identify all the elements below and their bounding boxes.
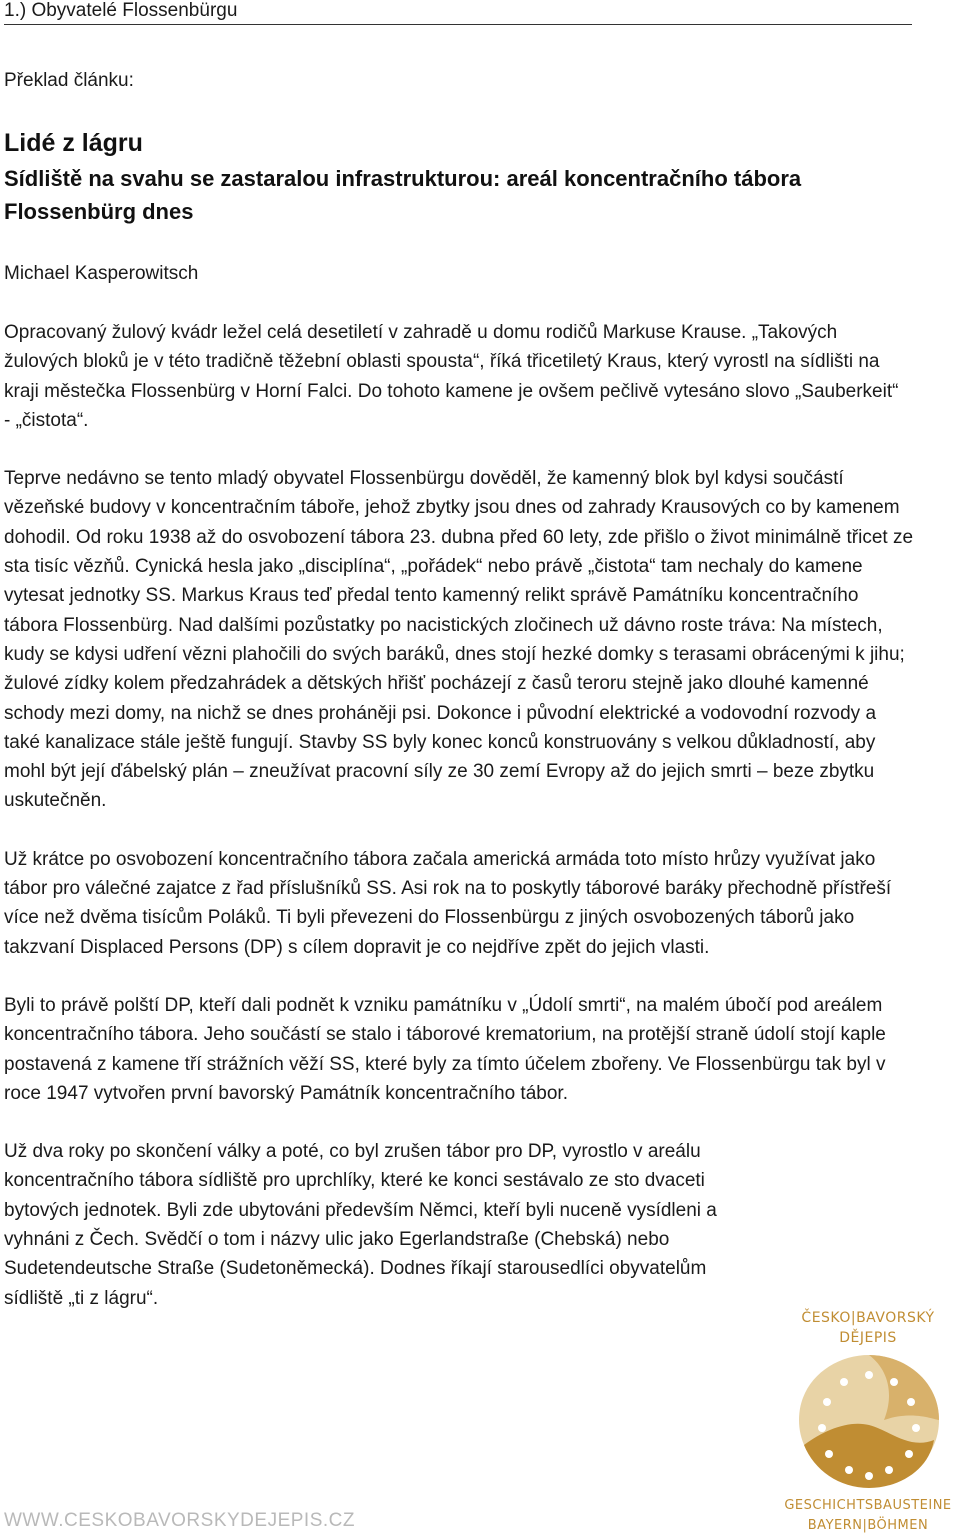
section-header: 1.) Obyvatelé Flossenbürgu [4, 0, 912, 25]
article-subtitle: Sídliště na svahu se zastaralou infrastrukturou: areál koncentračního tábora Flossenbürg dnes [4, 166, 802, 224]
logo-text: BAYERN|BÖHMEN [807, 1518, 929, 1533]
article-author: Michael Kasperowitsch [4, 263, 199, 284]
logo-emblem-icon [794, 1350, 944, 1490]
article-body [4, 318, 914, 1313]
translation-label: Překlad článku: [4, 70, 134, 91]
logo-text: GESCHICHTSBAUSTEINE [784, 1498, 952, 1513]
paragraph: Už dva roky po skončení války a poté, co byl zrušen tábor pro DP, vyrostlo v areálu koncentračního tábora sídliště pro uprchlíky, které ke konci sestávalo ze sto dvaceti bytových jednotek. Byli zde ubytováni především Němci, kteří byli nuceně vysídleni a vyhnáni z Čech. Svědčí o tom i názvy ulic jako Egerlandstraße (Chebská) nebo Sudetendeutsche Straße (Sudetoněmecká). Dodnes říkají starousedlíci obyvatelům sídliště „ti z lágru“. [4, 1141, 717, 1309]
footer-website-url[interactable]: WWW.CESKOBAVORSKYDEJEPIS.CZ [4, 1510, 355, 1531]
logo-text: ČESKO|BAVORSKÝ [801, 1310, 935, 1326]
paragraph: Už krátce po osvobození koncentračního tábora začala americká armáda toto místo hrůzy využívat jako tábor pro válečné zajatce z řad příslušníků SS. Asi rok na to poskytly táborové baráky přechodně přístřeší více než dvěma tisícům Poláků. Ti byli převezeni do Flossenbürgu z jiných osvobozených táborů jako takzvaní Displaced Persons (DP) s cílem dopravit je co nejdříve zpět do jejich vlasti. [4, 848, 892, 958]
paragraph: Byli to právě polští DP, kteří dali podnět k vzniku památníku v „Údolí smrti“, na malém úbočí pod areálem koncentračního tábora. Jeho součástí se stalo i táborové krematorium, na protější straně údolí stojí kaple postavená z kamene tří strážních věží SS, které byly za tímto účelem zbořeny. Ve Flossenbürgu tak byl v roce 1947 vytvořen první bavorský Památník koncentračního tábor. [4, 994, 886, 1104]
paragraph: Teprve nedávno se tento mladý obyvatel Flossenbürgu dověděl, že kamenný blok byl kdysi součástí vězeňské budovy v koncentračním táboře, jehož zbytky jsou dnes od zahrady Krausových co by kamenem dohodil. Od roku 1938 až do osvobození tábora 23. dubna před 60 lety, zde přišlo o život minimálně třicet ze sta tisíc vězňů. Cynická hesla jako „disciplína“, „pořádek“ nebo právě „čistota“ tam nechaly do kamene vytesat jednotky SS. Markus Kraus teď předal tento kamenný relikt správě Památníku koncentračního tábora Flossenbürg. Nad dalšími pozůstatky po nacistických zločinech už dávno roste tráva: Na místech, kudy se kdysi udření vězni plahočili do svých baráků, dnes stojí hezké domky s terasami obrácenými k jihu; žulové zídky kolem předzahrádek a dětských hřišť pocházejí z časů teroru stejně jako dlouhé kamenné schody mezi domy, na nichž se dnes proháněji psi. Dokonce i původní elektrické a vodovodní rozvody a také kanalizace stále ještě fungují. Stavby SS byly konec konců konstruovány s velkou důkladností, aby mohl být její ďábelský plán – zneužívat pracovní síly ze 30 zemí Evropy až do jejich smrti – beze zbytku uskutečněn. [4, 468, 914, 812]
article-title: Lidé z lágru [4, 129, 143, 157]
paragraph: Opracovaný žulový kvádr ležel celá desetiletí v zahradě u domu rodičů Markuse Krause. „Takových žulových bloků je v této tradičně těžební oblasti spousta“, říká třicetiletý Kraus, který vyrostl na sídlišti na kraji městečka Flossenbürg v Horní Falci. Do tohoto kamene je ovšem pečlivě vytesáno slovo „Sauberkeit“ - „čistota“. [4, 322, 899, 431]
cesko-bavorsky-dejepis-logo [776, 1300, 960, 1536]
logo-text: DĚJEPIS [839, 1330, 897, 1346]
article-heading [4, 128, 904, 228]
